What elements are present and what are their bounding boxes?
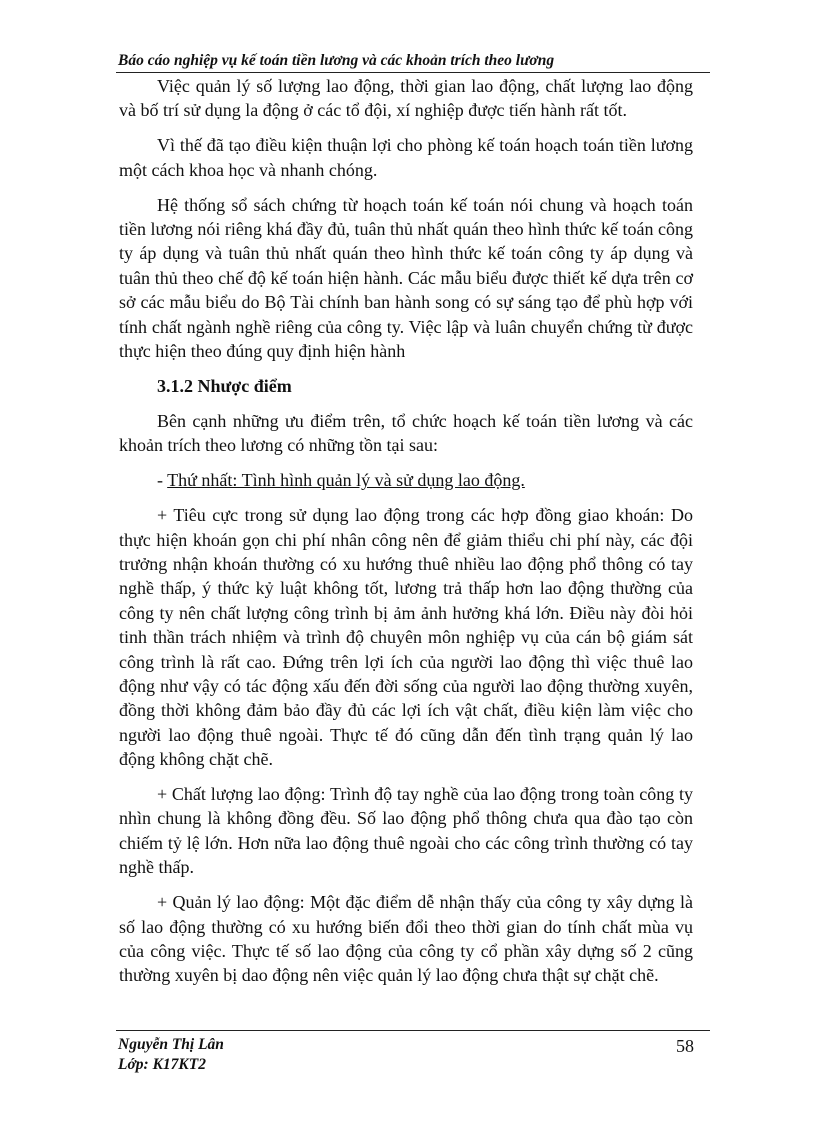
footer-divider [116, 1030, 710, 1031]
paragraph-labor-quality: + Chất lượng lao động: Trình độ tay nghề của lao động trong toàn công ty nhìn chung là không đồng đều. Số lao động phổ thông chưa qua đào tạo còn chiếm tỷ lệ lớn. Hơn nữa lao động thuê ngoài cho các công trình thường có tay nghề thấp. [119, 784, 693, 878]
paragraph-negative-labor-use: + Tiêu cực trong sử dụng lao động trong các hợp đồng giao khoán: Do thực hiện khoán gọn chi phí nhân công nên để giảm thiểu chi phí này, các đội trưởng nhận khoán thường có xu hướng thuê nhiều lao động phổ thông có tay nghề thấp, ý thức kỷ luật không tốt, lương trả thấp hơn lao động thường của công ty nên chất lượng công trình bị ảm ảnh hưởng khá lớn. Điều này đòi hỏi tinh thần trách nhiệm và trình độ chuyên môn nghiệp vụ của cán bộ giám sát công trình là rất cao. Đứng trên lợi ích của người lao động thì việc thuê lao động như vậy có tác động xấu đến đời sống của người lao động thường xuyên, đồng thời không đảm bảo đầy đủ các lợi ích vật chất, điều kiện làm việc cho người lao động thuê ngoài. Thực tế đó cũng dẫn đến tình trạng quản lý lao động không chặt chẽ. [119, 505, 693, 770]
paragraph-first-point [119, 468, 693, 492]
first-point-label: Thứ nhất: Tình hình quản lý và sử dụng lao động. [167, 470, 525, 491]
running-header: Báo cáo nghiệp vụ kế toán tiền lương và các khoản trích theo lương [118, 52, 555, 69]
footer-author: Nguyễn Thị Lân [118, 1036, 224, 1053]
page-number: 58 [676, 1036, 694, 1056]
paragraph-favorable-conditions: Vì thế đã tạo điều kiện thuận lợi cho phòng kế toán hoạch toán tiền lương một cách khoa học và nhanh chóng. [119, 135, 693, 180]
document-body [119, 74, 693, 998]
paragraph-labor-management-2: + Quản lý lao động: Một đặc điểm dễ nhận thấy của công ty xây dựng là số lao động thường có xu hướng biến đổi theo thời gian do tính chất mùa vụ của công việc. Thực tế số lao động của công ty cổ phần xây dựng số 2 cũng thường xuyên bị dao động nên việc quản lý lao động chưa thật sự chặt chẽ. [119, 892, 693, 986]
section-heading: 3.1.2 Nhược điểm [157, 375, 292, 396]
header-divider [116, 72, 710, 73]
footer-class: Lớp: K17KT2 [118, 1056, 206, 1073]
paragraph-accounting-system: Hệ thống sổ sách chứng từ hoạch toán kế toán nói chung và hoạch toán tiền lương nói riêng khá đầy đủ, tuân thủ nhất quán theo hình thức kế toán công ty áp dụng và tuân thủ nhất quán theo hình thức kế toán công ty áp dụng và tuân thủ theo chế độ kế toán hiện hành. Các mẫu biểu được thiết kế dựa trên cơ sở các mẫu biểu do Bộ Tài chính ban hành song có sự sáng tạo để phù hợp với tính chất ngành nghề riêng của công ty. Việc lập và luân chuyển chứng từ được thực hiện theo đúng quy định hiện hành [119, 194, 693, 362]
paragraph-shortcomings-intro: Bên cạnh những ưu điểm trên, tổ chức hoạch kế toán tiền lương và các khoản trích theo lương có những tồn tại sau: [119, 410, 693, 456]
list-dash: - [157, 470, 168, 491]
paragraph-labor-management: Việc quản lý số lượng lao động, thời gian lao động, chất lượng lao động và bố trí sử dụng la động ở các tổ đội, xí nghiệp được tiến hành rất tốt. [119, 76, 693, 121]
